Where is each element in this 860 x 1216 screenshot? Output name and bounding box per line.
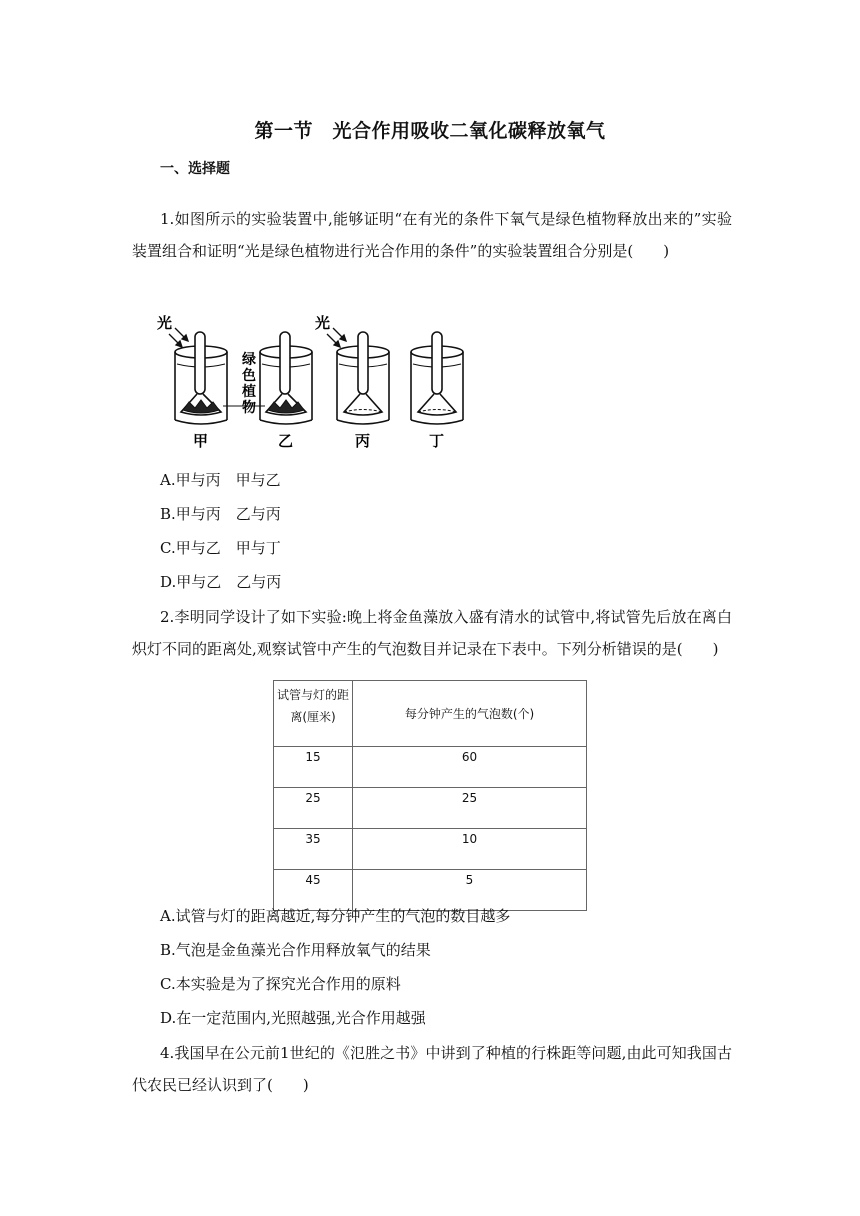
q1-option-a: A.甲与丙 甲与乙	[160, 471, 281, 489]
q2-option-c: C.本实验是为了探究光合作用的原料	[160, 975, 401, 993]
q1-option-b: B.甲与丙 乙与丙	[160, 505, 281, 523]
setup-label-yi: 乙	[278, 432, 294, 450]
table-row	[274, 747, 587, 788]
section-heading: 一、选择题	[160, 161, 230, 177]
table-header-row	[274, 681, 587, 747]
table-cell: 10	[353, 829, 587, 870]
q1-option-d: D.甲与乙 乙与丙	[160, 573, 282, 591]
table-cell: 15	[274, 747, 353, 788]
table-header-distance: 试管与灯的距离(厘米)	[274, 681, 353, 747]
q1-option-c: C.甲与乙 甲与丁	[160, 539, 281, 557]
setup-label-ding: 丁	[429, 432, 445, 450]
table-cell: 45	[274, 870, 353, 911]
table-cell: 60	[353, 747, 587, 788]
beaker-bing	[337, 332, 389, 424]
plant-jia	[183, 400, 219, 413]
table-cell: 25	[274, 788, 353, 829]
light-label-1: 光	[157, 314, 173, 332]
table-cell: 5	[353, 870, 587, 911]
question-1-stem: 1.如图所示的实验装置中,能够证明“在有光的条件下氧气是绿色植物释放出来的”实验装置组合和证明“光是绿色植物进行光合作用的条件”的实验装置组合分别是( )	[132, 210, 732, 260]
plant-yi	[268, 400, 304, 413]
data-table	[273, 680, 587, 911]
q2-option-a: A.试管与灯的距离越近,每分钟产生的气泡的数目越多	[160, 907, 511, 925]
experiment-figure	[155, 308, 475, 454]
table-cell: 25	[353, 788, 587, 829]
table-row	[274, 788, 587, 829]
question-2-stem: 2.李明同学设计了如下实验:晚上将金鱼藻放入盛有清水的试管中,将试管先后放在离白炽灯不同的距离处,观察试管中产生的气泡数目并记录在下表中。下列分析错误的是( )	[132, 608, 732, 658]
table-cell: 35	[274, 829, 353, 870]
table-row	[274, 870, 587, 911]
light-label-2: 光	[315, 314, 331, 332]
beaker-ding	[411, 332, 463, 424]
setup-label-bing: 丙	[355, 432, 371, 450]
q2-option-b: B.气泡是金鱼藻光合作用释放氧气的结果	[160, 941, 431, 959]
table-row	[274, 829, 587, 870]
page-title: 第一节 光合作用吸收二氧化碳释放氧气	[254, 120, 606, 142]
plant-label: 绿色植物	[242, 352, 256, 416]
setup-label-jia: 甲	[193, 432, 209, 450]
table-header-bubbles: 每分钟产生的气泡数(个)	[353, 681, 587, 747]
q2-option-d: D.在一定范围内,光照越强,光合作用越强	[160, 1009, 426, 1027]
question-4-stem: 4.我国早在公元前1世纪的《氾胜之书》中讲到了种植的行株距等问题,由此可知我国古代农民已经认识到了( )	[132, 1044, 732, 1094]
